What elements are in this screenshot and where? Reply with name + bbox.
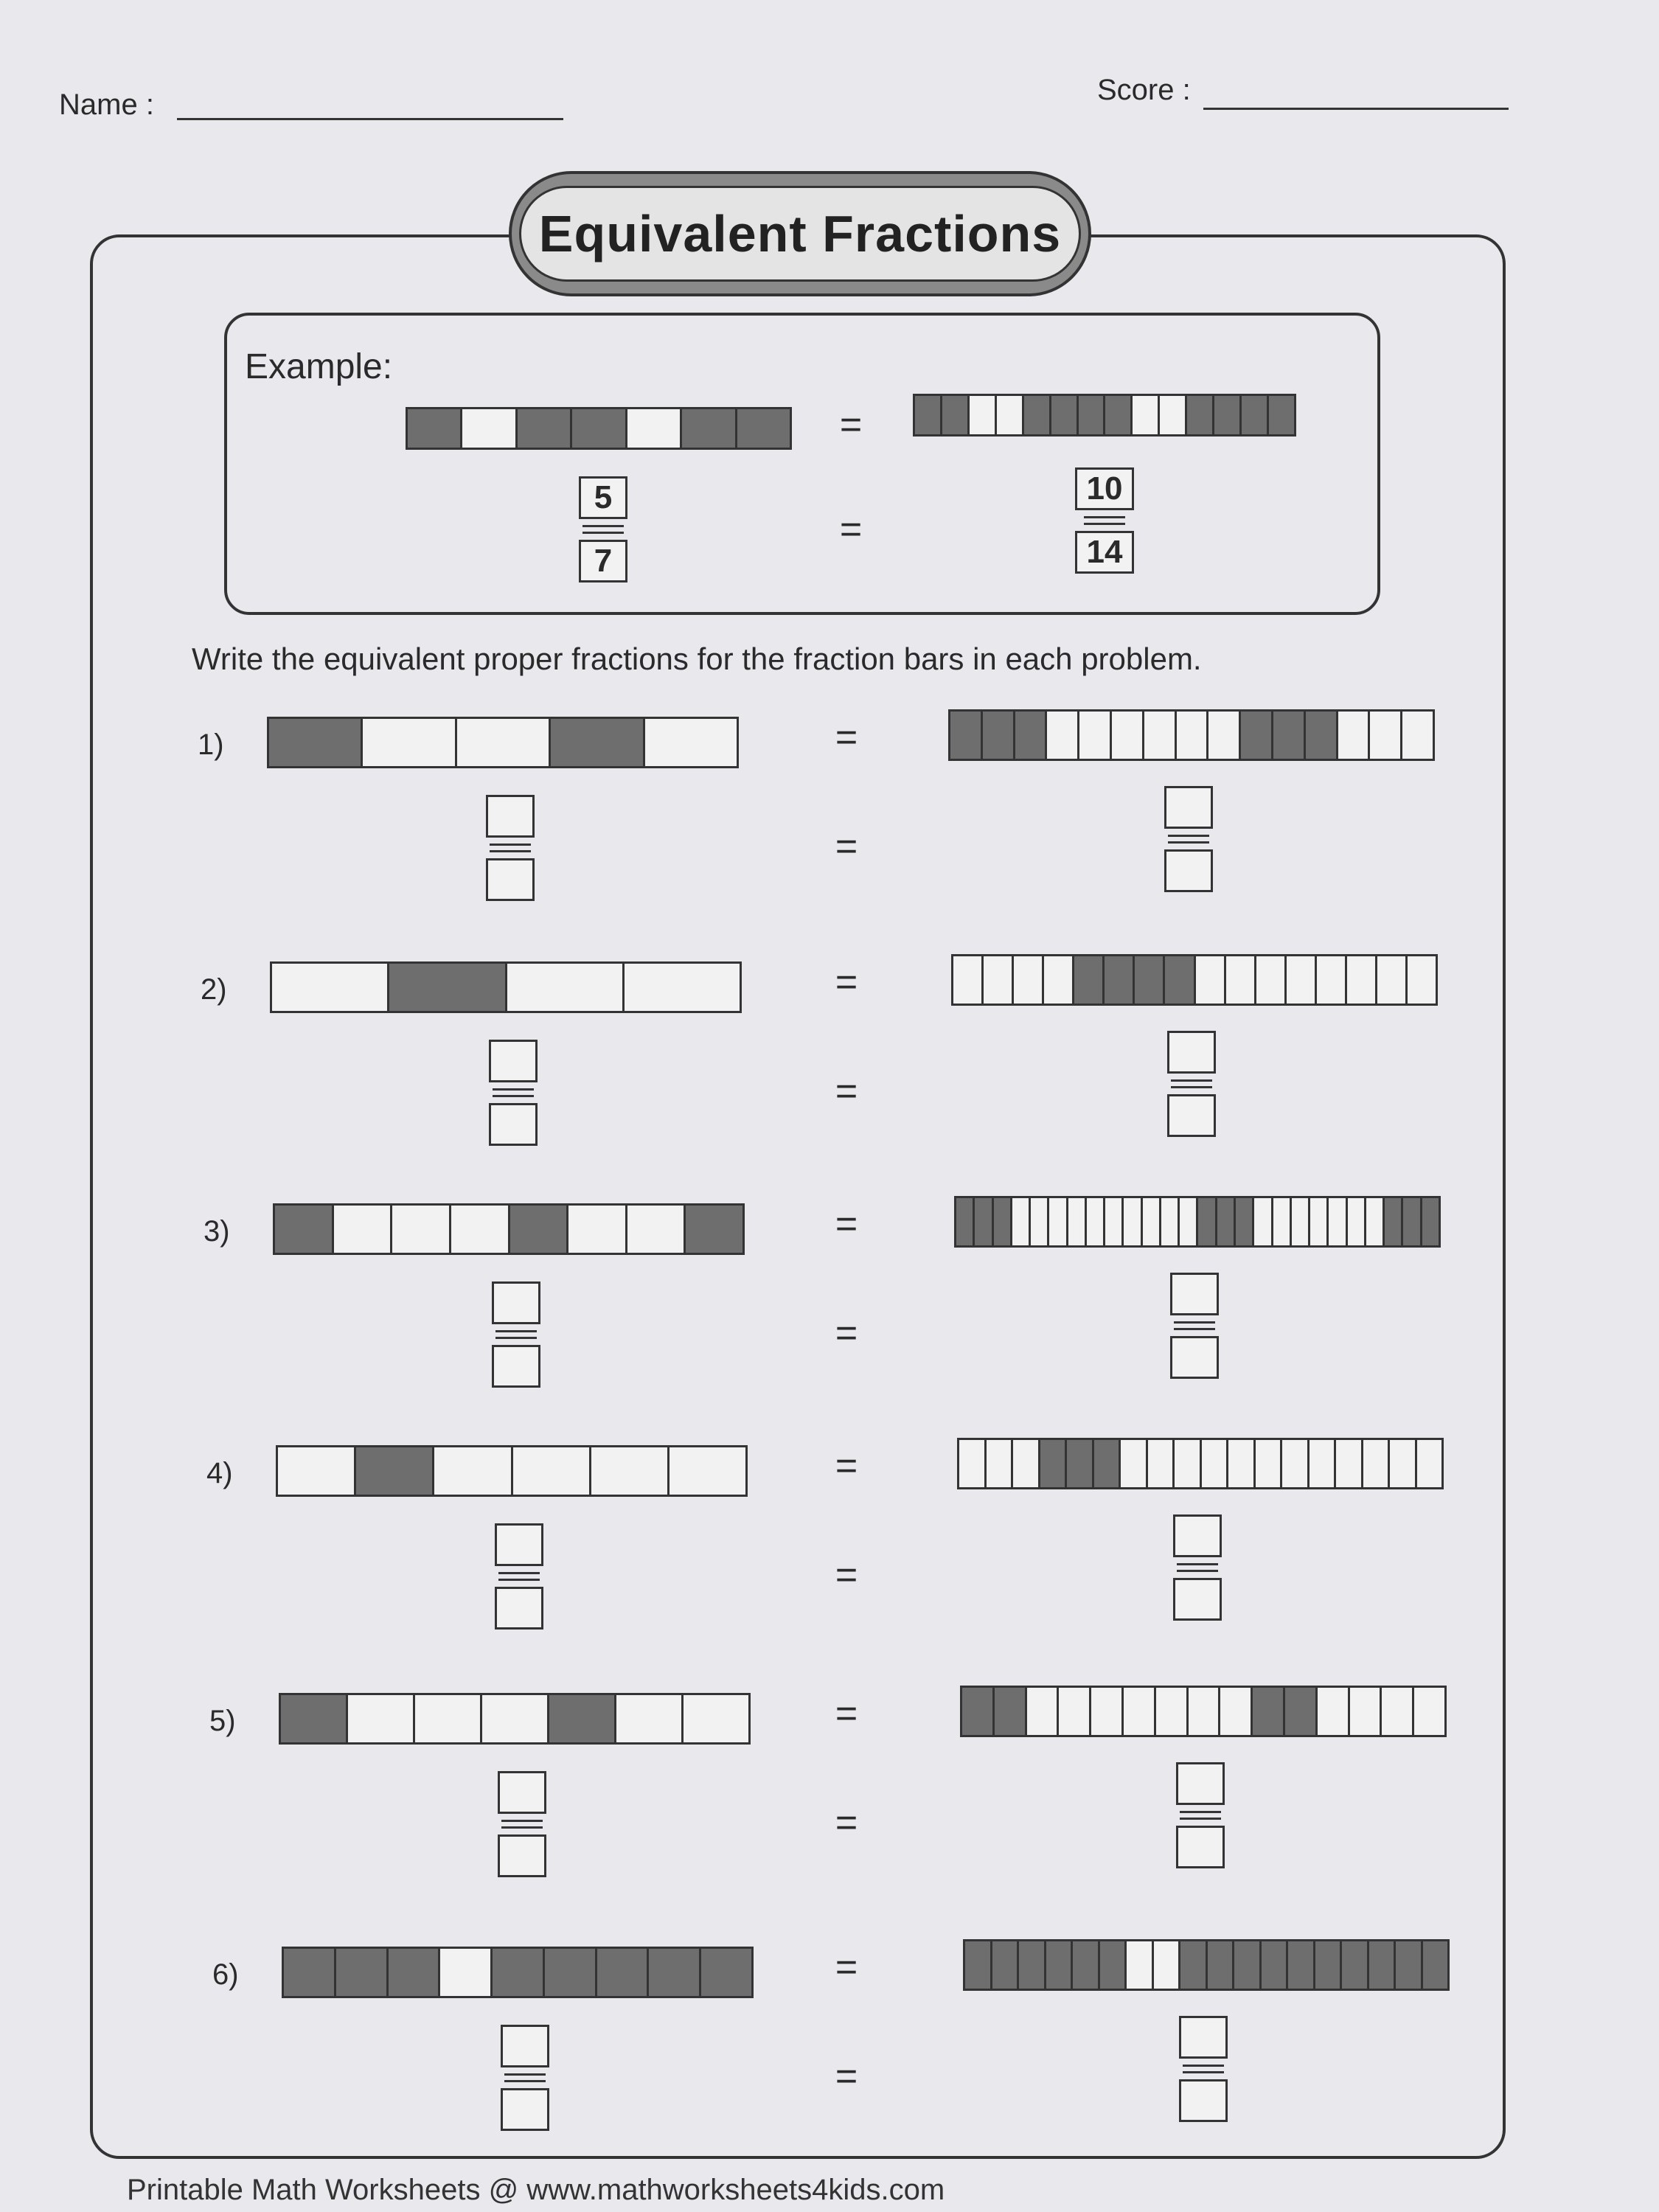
empty-segment bbox=[1254, 1198, 1273, 1245]
numerator-input[interactable] bbox=[1173, 1514, 1222, 1557]
denominator-input[interactable] bbox=[501, 2088, 549, 2131]
problem-left-bar bbox=[279, 1693, 751, 1745]
problem-right-fraction bbox=[1165, 1273, 1224, 1379]
problem-left-bar bbox=[270, 961, 742, 1013]
fraction-bar bbox=[493, 1088, 534, 1097]
problem-left-fraction bbox=[484, 1040, 543, 1146]
shaded-segment bbox=[545, 1949, 597, 1996]
fraction-equals: = bbox=[835, 1070, 858, 1113]
empty-segment bbox=[1156, 1688, 1189, 1735]
problem-left-fraction bbox=[495, 2025, 554, 2131]
empty-segment bbox=[1148, 1440, 1175, 1487]
empty-segment bbox=[953, 956, 984, 1004]
problem-right-bar bbox=[951, 954, 1438, 1006]
shaded-segment bbox=[1165, 956, 1195, 1004]
empty-segment bbox=[1417, 1440, 1442, 1487]
empty-segment bbox=[440, 1949, 493, 1996]
shaded-segment bbox=[701, 1949, 751, 1996]
shaded-segment bbox=[493, 1949, 545, 1996]
shaded-segment bbox=[1262, 1941, 1289, 1989]
shaded-segment bbox=[1234, 1941, 1262, 1989]
empty-segment bbox=[1124, 1198, 1142, 1245]
empty-segment bbox=[1318, 1688, 1350, 1735]
empty-segment bbox=[1390, 1440, 1417, 1487]
empty-segment bbox=[1317, 956, 1347, 1004]
shaded-segment bbox=[962, 1688, 995, 1735]
empty-segment bbox=[1175, 1440, 1202, 1487]
shaded-segment bbox=[1422, 1198, 1439, 1245]
footer: Printable Math Worksheets @ www.mathworksheets4kids.com bbox=[127, 2174, 945, 2206]
shaded-segment bbox=[572, 409, 627, 448]
empty-segment bbox=[507, 964, 625, 1011]
empty-segment bbox=[1143, 1198, 1161, 1245]
empty-segment bbox=[278, 1447, 356, 1495]
shaded-segment bbox=[682, 409, 737, 448]
empty-segment bbox=[627, 1206, 686, 1253]
empty-segment bbox=[1079, 712, 1112, 759]
shaded-segment bbox=[1269, 396, 1294, 434]
shaded-segment bbox=[1385, 1198, 1403, 1245]
empty-segment bbox=[591, 1447, 669, 1495]
problem-number: 2) bbox=[201, 973, 227, 1006]
shaded-segment bbox=[510, 1206, 569, 1253]
shaded-segment bbox=[269, 719, 363, 766]
shaded-segment bbox=[1074, 956, 1105, 1004]
empty-segment bbox=[1282, 1440, 1310, 1487]
example-left-denominator: 7 bbox=[579, 540, 627, 582]
empty-segment bbox=[1382, 1688, 1414, 1735]
shaded-segment bbox=[1236, 1198, 1254, 1245]
example-left-numerator: 5 bbox=[579, 476, 627, 519]
numerator-input[interactable] bbox=[1179, 2016, 1228, 2059]
denominator-input[interactable] bbox=[498, 1834, 546, 1877]
shaded-segment bbox=[1024, 396, 1051, 434]
empty-segment bbox=[970, 396, 997, 434]
example-right-bar bbox=[913, 394, 1296, 437]
empty-segment bbox=[1377, 956, 1408, 1004]
empty-segment bbox=[1366, 1198, 1385, 1245]
shaded-segment bbox=[597, 1949, 650, 1996]
empty-segment bbox=[568, 1206, 627, 1253]
shaded-segment bbox=[1105, 396, 1133, 434]
shaded-segment bbox=[1396, 1941, 1423, 1989]
shaded-segment bbox=[1040, 1440, 1068, 1487]
example-box bbox=[224, 313, 1380, 615]
shaded-segment bbox=[518, 409, 572, 448]
shaded-segment bbox=[1015, 712, 1048, 759]
empty-segment bbox=[1031, 1198, 1049, 1245]
fraction-bar bbox=[495, 1330, 537, 1339]
problem-right-fraction bbox=[1174, 2016, 1233, 2122]
fraction-bar bbox=[1171, 1079, 1212, 1088]
numerator-input[interactable] bbox=[492, 1281, 540, 1324]
shaded-segment bbox=[551, 719, 644, 766]
empty-segment bbox=[272, 964, 389, 1011]
denominator-input[interactable] bbox=[486, 858, 535, 901]
numerator-input[interactable] bbox=[486, 795, 535, 838]
empty-segment bbox=[1144, 712, 1177, 759]
fraction-bar bbox=[582, 525, 624, 534]
numerator-input[interactable] bbox=[498, 1771, 546, 1814]
empty-segment bbox=[1049, 1198, 1068, 1245]
empty-segment bbox=[1154, 1941, 1181, 1989]
empty-segment bbox=[334, 1206, 393, 1253]
empty-segment bbox=[1202, 1440, 1229, 1487]
empty-segment bbox=[987, 1440, 1014, 1487]
shaded-segment bbox=[1315, 1941, 1343, 1989]
empty-segment bbox=[1273, 1198, 1292, 1245]
shaded-segment bbox=[1073, 1941, 1100, 1989]
empty-segment bbox=[1013, 1440, 1040, 1487]
problem-right-bar bbox=[960, 1686, 1447, 1737]
empty-segment bbox=[625, 964, 740, 1011]
example-fraction-equals: = bbox=[839, 508, 863, 551]
problem-left-fraction bbox=[490, 1523, 549, 1630]
example-left-bar bbox=[406, 407, 792, 450]
shaded-segment bbox=[356, 1447, 434, 1495]
shaded-segment bbox=[1253, 1688, 1285, 1735]
shaded-segment bbox=[737, 409, 790, 448]
shaded-segment bbox=[1342, 1941, 1369, 1989]
shaded-segment bbox=[1180, 1941, 1208, 1989]
fraction-bar bbox=[1084, 516, 1125, 525]
shaded-segment bbox=[1217, 1198, 1236, 1245]
empty-segment bbox=[482, 1695, 549, 1742]
fraction-equals: = bbox=[835, 2055, 858, 2098]
shaded-segment bbox=[950, 712, 983, 759]
shaded-segment bbox=[1214, 396, 1242, 434]
empty-segment bbox=[1347, 956, 1377, 1004]
shaded-segment bbox=[994, 1198, 1012, 1245]
name-label: Name : bbox=[59, 88, 154, 121]
fraction-bar bbox=[1177, 1563, 1218, 1572]
empty-segment bbox=[1112, 712, 1144, 759]
problem-right-bar bbox=[963, 1939, 1450, 1991]
problem-right-bar bbox=[954, 1196, 1441, 1248]
empty-segment bbox=[1310, 1198, 1329, 1245]
shaded-segment bbox=[1208, 1941, 1235, 1989]
denominator-input[interactable] bbox=[1170, 1336, 1219, 1379]
empty-segment bbox=[363, 719, 456, 766]
empty-segment bbox=[1127, 1941, 1154, 1989]
example-right-denominator: 14 bbox=[1075, 531, 1134, 574]
shaded-segment bbox=[336, 1949, 389, 1996]
empty-segment bbox=[1014, 956, 1044, 1004]
problem-number: 5) bbox=[209, 1705, 236, 1737]
shaded-segment bbox=[1100, 1941, 1127, 1989]
shaded-segment bbox=[942, 396, 970, 434]
empty-segment bbox=[1047, 712, 1079, 759]
empty-segment bbox=[1059, 1688, 1091, 1735]
fraction-bar bbox=[490, 844, 531, 852]
shaded-segment bbox=[1105, 956, 1135, 1004]
numerator-input[interactable] bbox=[1170, 1273, 1219, 1315]
shaded-segment bbox=[956, 1198, 975, 1245]
problem-right-fraction bbox=[1168, 1514, 1227, 1621]
shaded-segment bbox=[1403, 1198, 1422, 1245]
shaded-segment bbox=[1079, 396, 1106, 434]
empty-segment bbox=[1220, 1688, 1253, 1735]
empty-segment bbox=[1310, 1440, 1337, 1487]
empty-segment bbox=[1044, 956, 1074, 1004]
empty-segment bbox=[434, 1447, 512, 1495]
empty-segment bbox=[1189, 1688, 1221, 1735]
empty-segment bbox=[1348, 1198, 1366, 1245]
empty-segment bbox=[462, 409, 517, 448]
bar-equals: = bbox=[835, 716, 858, 759]
score-label: Score : bbox=[1097, 74, 1191, 106]
problem-left-bar bbox=[276, 1445, 748, 1497]
shaded-segment bbox=[1242, 396, 1269, 434]
empty-segment bbox=[1177, 712, 1209, 759]
empty-segment bbox=[348, 1695, 415, 1742]
empty-segment bbox=[627, 409, 682, 448]
empty-segment bbox=[1160, 396, 1187, 434]
shaded-segment bbox=[1094, 1440, 1121, 1487]
example-left-fraction bbox=[574, 476, 633, 582]
instructions: Write the equivalent proper fractions for the fraction bars in each problem. bbox=[192, 641, 1202, 676]
empty-segment bbox=[1091, 1688, 1124, 1735]
empty-segment bbox=[684, 1695, 748, 1742]
empty-segment bbox=[1329, 1198, 1347, 1245]
fraction-bar bbox=[498, 1572, 540, 1581]
fraction-bar bbox=[1168, 835, 1209, 844]
empty-segment bbox=[1068, 1198, 1087, 1245]
problem-number: 1) bbox=[198, 728, 224, 761]
shaded-segment bbox=[1273, 712, 1306, 759]
empty-segment bbox=[415, 1695, 482, 1742]
shaded-segment bbox=[1187, 396, 1214, 434]
problem-number: 3) bbox=[204, 1215, 230, 1248]
fraction-bar bbox=[1174, 1321, 1215, 1330]
fraction-bar bbox=[1183, 2065, 1224, 2073]
name-line[interactable] bbox=[177, 118, 563, 120]
empty-segment bbox=[1350, 1688, 1382, 1735]
empty-segment bbox=[1370, 712, 1402, 759]
problem-left-bar bbox=[267, 717, 739, 768]
shaded-segment bbox=[992, 1941, 1020, 1989]
empty-segment bbox=[1402, 712, 1433, 759]
denominator-input[interactable] bbox=[492, 1345, 540, 1388]
bar-equals: = bbox=[835, 1692, 858, 1735]
empty-segment bbox=[1121, 1440, 1148, 1487]
shaded-segment bbox=[915, 396, 942, 434]
fraction-bar bbox=[504, 2073, 546, 2082]
fraction-equals: = bbox=[835, 1554, 858, 1596]
empty-segment bbox=[1363, 1440, 1391, 1487]
problem-left-fraction bbox=[493, 1771, 552, 1877]
problem-left-fraction bbox=[481, 795, 540, 901]
empty-segment bbox=[1256, 1440, 1283, 1487]
numerator-input[interactable] bbox=[501, 2025, 549, 2067]
shaded-segment bbox=[1369, 1941, 1397, 1989]
denominator-input[interactable] bbox=[1164, 849, 1213, 892]
shaded-segment bbox=[389, 964, 507, 1011]
example-bar-equals: = bbox=[839, 403, 863, 446]
shaded-segment bbox=[1051, 396, 1079, 434]
shaded-segment bbox=[1019, 1941, 1046, 1989]
bar-equals: = bbox=[835, 1444, 858, 1487]
shaded-segment bbox=[1285, 1688, 1318, 1735]
empty-segment bbox=[1105, 1198, 1124, 1245]
denominator-input[interactable] bbox=[1173, 1578, 1222, 1621]
shaded-segment bbox=[281, 1695, 348, 1742]
fraction-bar bbox=[1180, 1811, 1221, 1820]
problem-number: 6) bbox=[212, 1958, 239, 1991]
empty-segment bbox=[513, 1447, 591, 1495]
empty-segment bbox=[1161, 1198, 1180, 1245]
empty-segment bbox=[1027, 1688, 1060, 1735]
empty-segment bbox=[1292, 1198, 1310, 1245]
page-title: Equivalent Fractions bbox=[538, 205, 1062, 262]
denominator-input[interactable] bbox=[495, 1587, 543, 1630]
fraction-bar bbox=[501, 1820, 543, 1829]
denominator-input[interactable] bbox=[1167, 1094, 1216, 1137]
shaded-segment bbox=[1288, 1941, 1315, 1989]
score-line[interactable] bbox=[1203, 108, 1509, 110]
problem-left-bar bbox=[273, 1203, 745, 1255]
denominator-input[interactable] bbox=[489, 1103, 538, 1146]
fraction-equals: = bbox=[835, 1801, 858, 1844]
empty-segment bbox=[451, 1206, 510, 1253]
empty-segment bbox=[1180, 1198, 1198, 1245]
denominator-input[interactable] bbox=[1176, 1826, 1225, 1868]
fraction-equals: = bbox=[835, 1312, 858, 1354]
shaded-segment bbox=[408, 409, 462, 448]
example-right-numerator: 10 bbox=[1075, 467, 1134, 510]
empty-segment bbox=[1196, 956, 1226, 1004]
empty-segment bbox=[1336, 1440, 1363, 1487]
empty-segment bbox=[1087, 1198, 1105, 1245]
problem-right-fraction bbox=[1171, 1762, 1230, 1868]
empty-segment bbox=[1012, 1198, 1031, 1245]
empty-segment bbox=[959, 1440, 987, 1487]
numerator-input[interactable] bbox=[1176, 1762, 1225, 1805]
shaded-segment bbox=[284, 1949, 336, 1996]
empty-segment bbox=[997, 396, 1024, 434]
shaded-segment bbox=[1423, 1941, 1448, 1989]
problem-right-fraction bbox=[1162, 1031, 1221, 1137]
numerator-input[interactable] bbox=[1167, 1031, 1216, 1074]
empty-segment bbox=[1226, 956, 1256, 1004]
empty-segment bbox=[1124, 1688, 1156, 1735]
empty-segment bbox=[1208, 712, 1241, 759]
shaded-segment bbox=[983, 712, 1015, 759]
bar-equals: = bbox=[835, 1203, 858, 1245]
example-right-fraction bbox=[1075, 467, 1134, 574]
problem-left-fraction bbox=[487, 1281, 546, 1388]
problem-left-bar bbox=[282, 1947, 754, 1998]
denominator-input[interactable] bbox=[1179, 2079, 1228, 2122]
bar-equals: = bbox=[835, 961, 858, 1004]
empty-segment bbox=[645, 719, 737, 766]
bar-equals: = bbox=[835, 1946, 858, 1989]
empty-segment bbox=[1414, 1688, 1444, 1735]
example-label: Example: bbox=[245, 347, 393, 386]
numerator-input[interactable] bbox=[489, 1040, 538, 1082]
shaded-segment bbox=[275, 1206, 334, 1253]
empty-segment bbox=[1338, 712, 1371, 759]
shaded-segment bbox=[686, 1206, 742, 1253]
empty-segment bbox=[1228, 1440, 1256, 1487]
shaded-segment bbox=[1241, 712, 1273, 759]
fraction-equals: = bbox=[835, 825, 858, 868]
title-banner bbox=[509, 171, 1091, 296]
empty-segment bbox=[984, 956, 1014, 1004]
shaded-segment bbox=[1198, 1198, 1217, 1245]
shaded-segment bbox=[1306, 712, 1338, 759]
numerator-input[interactable] bbox=[1164, 786, 1213, 829]
problem-right-bar bbox=[948, 709, 1435, 761]
problem-right-bar bbox=[957, 1438, 1444, 1489]
problem-right-fraction bbox=[1159, 786, 1218, 892]
shaded-segment bbox=[1046, 1941, 1074, 1989]
shaded-segment bbox=[965, 1941, 992, 1989]
empty-segment bbox=[616, 1695, 684, 1742]
shaded-segment bbox=[549, 1695, 616, 1742]
shaded-segment bbox=[995, 1688, 1027, 1735]
empty-segment bbox=[1287, 956, 1317, 1004]
numerator-input[interactable] bbox=[495, 1523, 543, 1566]
shaded-segment bbox=[649, 1949, 701, 1996]
empty-segment bbox=[457, 719, 551, 766]
empty-segment bbox=[392, 1206, 451, 1253]
empty-segment bbox=[669, 1447, 745, 1495]
shaded-segment bbox=[389, 1949, 441, 1996]
empty-segment bbox=[1408, 956, 1436, 1004]
problem-number: 4) bbox=[206, 1457, 233, 1489]
empty-segment bbox=[1133, 396, 1160, 434]
shaded-segment bbox=[1135, 956, 1165, 1004]
shaded-segment bbox=[975, 1198, 993, 1245]
empty-segment bbox=[1256, 956, 1287, 1004]
shaded-segment bbox=[1067, 1440, 1094, 1487]
